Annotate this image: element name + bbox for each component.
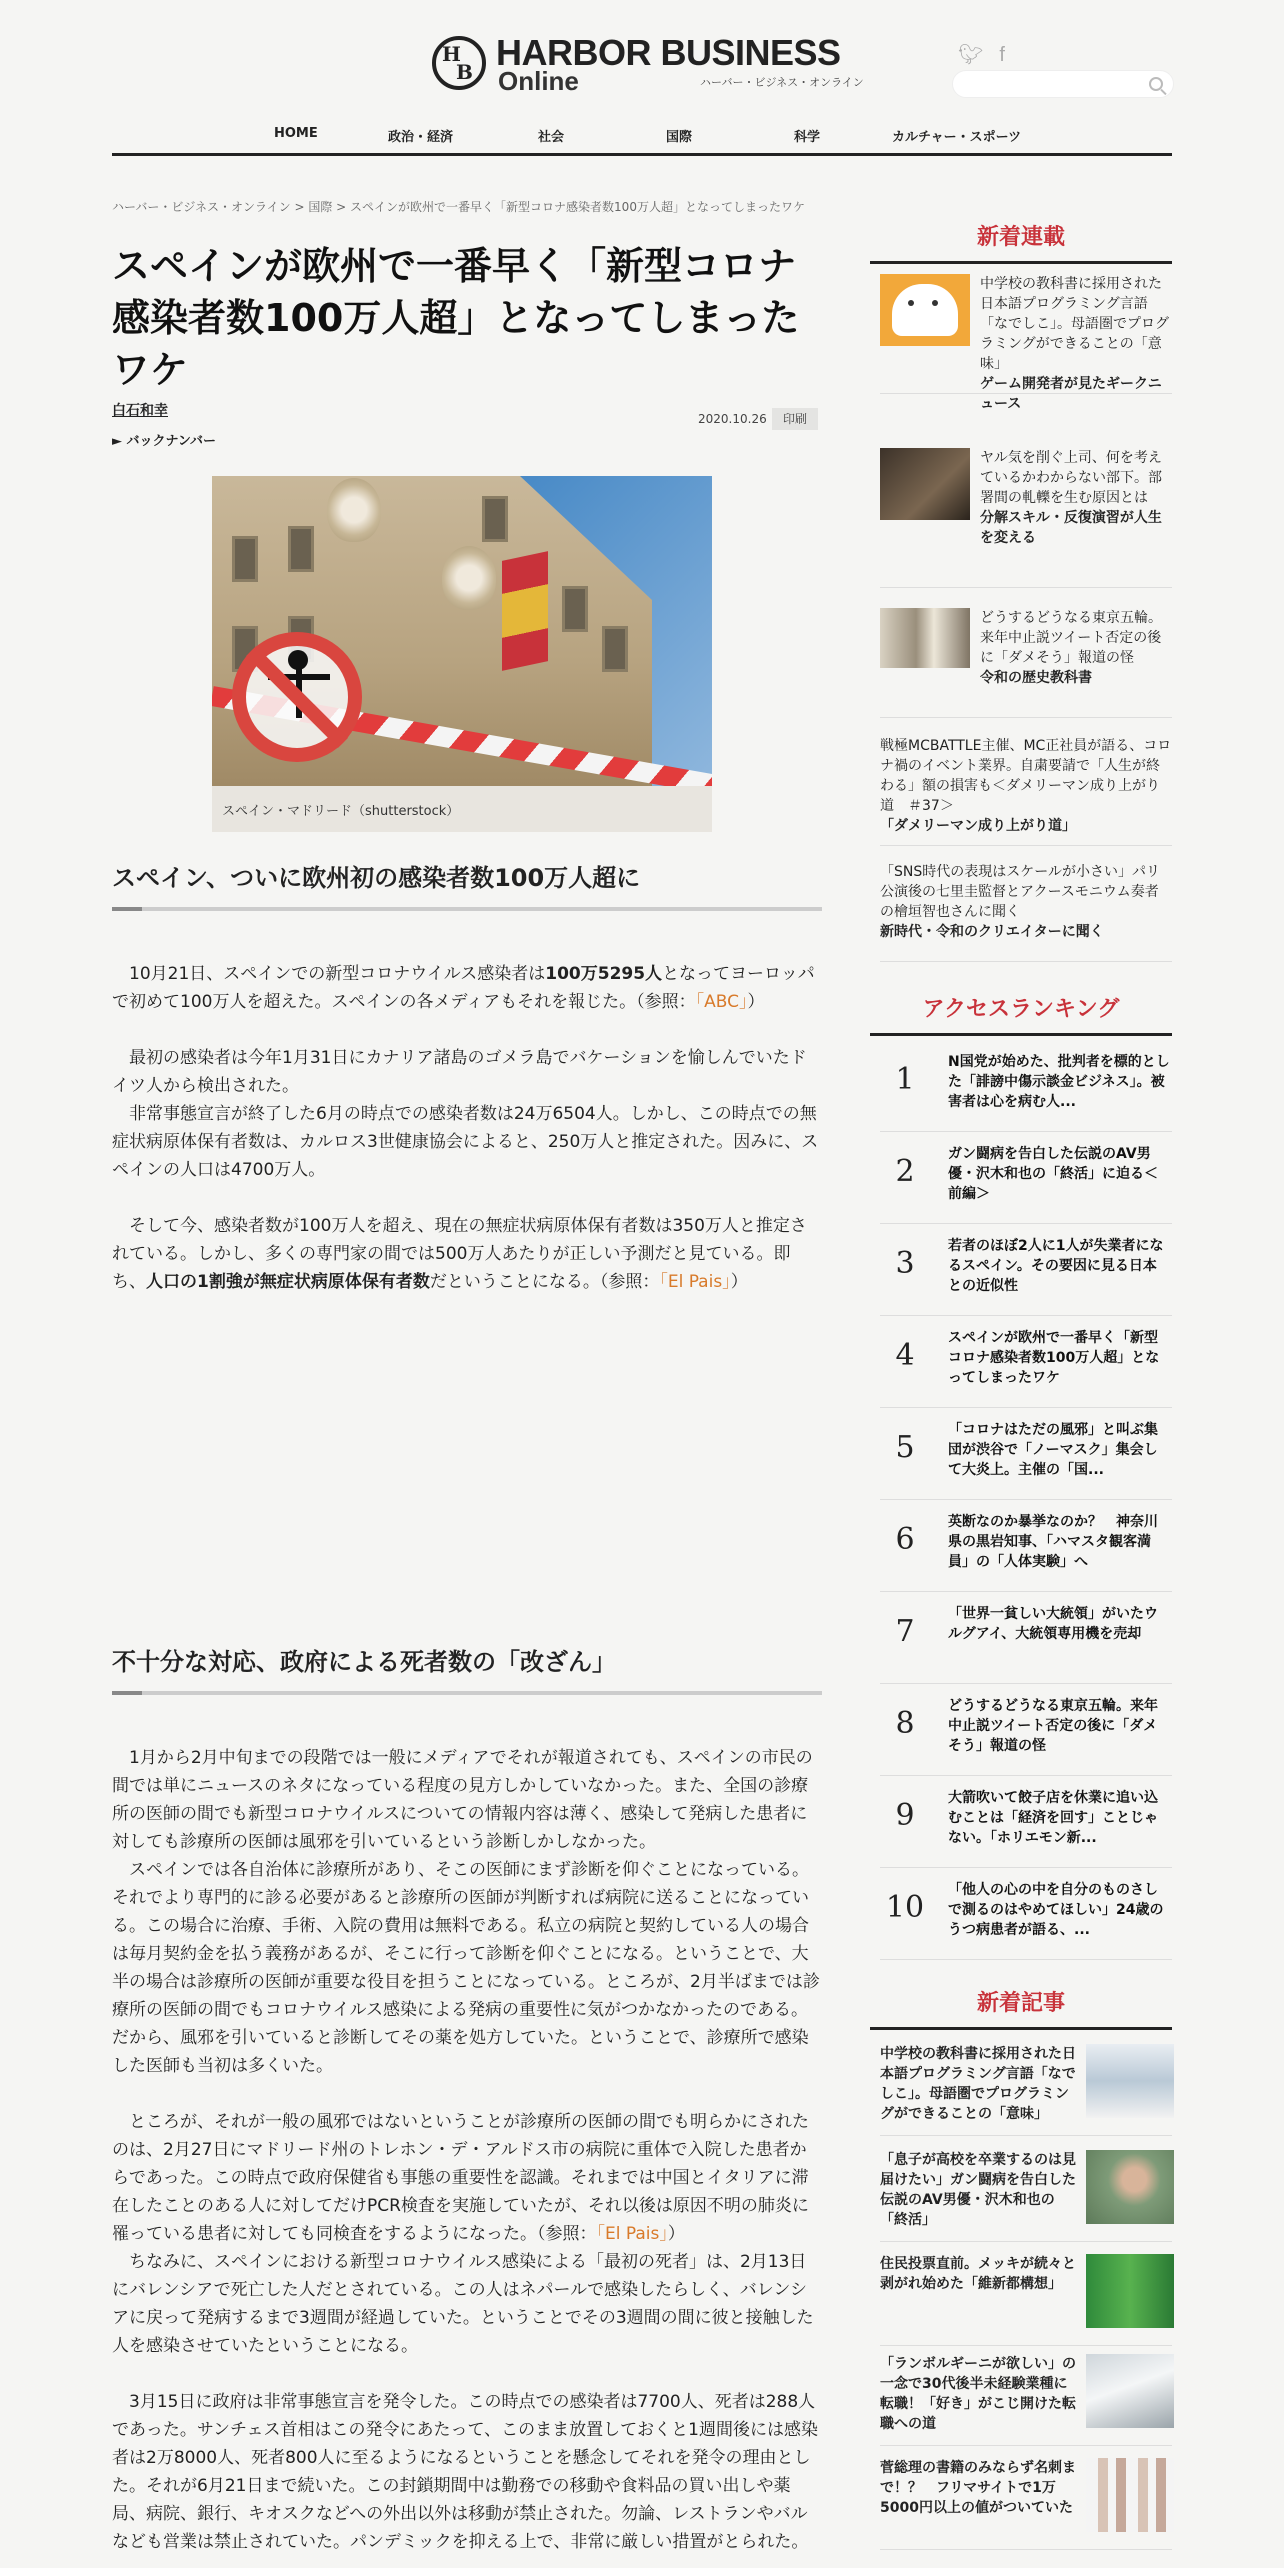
no-entry-sign-icon — [232, 632, 362, 762]
paragraph: 非常事態宣言が終了した6月の時点での感染者数は24万6504人。しかし、この時点での無症状病原体保有者数は、カルロス3世健康協会によると、250万人と推定された。因みに、スペインの人口は4700万人。 — [112, 1104, 819, 1180]
spain-flag — [502, 551, 548, 671]
serial-item[interactable]: 中学校の教科書に採用された日本語プログラミング言語「なでしこ」。母語圏でプログラミングができることの「意味」 ゲーム開発者が見たギークニュース — [880, 274, 1172, 394]
new-article-item[interactable]: 「息子が高校を卒業するのは見届けたい」ガン闘病を告白した伝説のAV男優・沢木和也の「終活」 — [880, 2146, 1172, 2242]
new-articles-heading: 新着記事 — [870, 1986, 1172, 2030]
new-article-thumb — [1086, 2354, 1174, 2428]
paragraph: スペインでは各自治体に診療所があり、そこの医師にまず診断を仰ぐことになっている。それでより専門的に診る必要があると診療所の医師が判断すれば病院に送ることになっている。この場合に治療、手術、入院の費用は無料である。私立の病院と契約している人の場合は毎月契約金を払う義務があるが、そこに行って診断を仰ぐことになる。ということで、大半の場合は診療所の医師が重要な役目を担うことになっている。ところが、2月半ばまでは診療所の医師の間でもコロナウイルス感染による発病の重要性に気がつかなかったのである。だから、風邪を引いていると診断してその薬を処方していた。ということで、診療所で感染した医師も当初は多くいた。 — [112, 1860, 820, 2076]
new-article-item[interactable]: 菅総理の書籍のみならず名刺まで！？ フリマサイトで1万5000円以上の値がついていた — [880, 2454, 1172, 2550]
new-article-thumb — [1086, 2044, 1174, 2118]
section-heading-1: スペイン、ついに欧州初の感染者数100万人超に — [112, 858, 822, 911]
serial-thumb — [880, 274, 970, 346]
logo-title: HARBOR BUSINESS — [496, 32, 841, 73]
paragraph: ちなみに、スペインにおける新型コロナウイルス感染による「最初の死者」は、2月13日にバレンシアで死亡した人だとされている。この人はネパールで感染したらしく、バレンシアに戻って発病するまで3週間が経過していた。ということでその3週間の間に彼と接触した人を感染させていたということになる。 — [112, 2252, 814, 2356]
main-nav — [112, 124, 1172, 156]
new-article-item[interactable]: 住民投票直前。メッキが続々と剥がれ始めた「維新都構想」 — [880, 2250, 1172, 2346]
serial-thumb — [880, 608, 970, 668]
new-article-item[interactable]: 中学校の教科書に採用された日本語プログラミング言語「なでしこ」。母語圏でプログラミングができることの「意味」 — [880, 2040, 1172, 2136]
nav-home[interactable]: HOME — [274, 126, 318, 141]
site-header — [0, 0, 1284, 160]
paragraph: 3月15日に政府は非常事態宣言を発令した。この時点での感染者は7700人、死者は288人であった。サンチェス首相はこの発令にあたって、このまま放置しておくと1週間後には感染者は2万8000人、死者800人に至るようになるということを懸念してそれを発令の理由とした。それが6月21日まで続いた。この封鎖期間中は勤務での移動や食料品の買い出しや薬局、病院、銀行、キオスクなどへの外出以外は移動が禁止された。勿論、レストランやバルなども営業は禁止されていた。パンデミックを抑える上で、非常に厳しい措置がとられた。 — [112, 2392, 818, 2552]
site-logo[interactable] — [432, 32, 864, 96]
new-article-item[interactable]: 「ランボルギーニが欲しい」の一念で30代後半未経験業種に転職！「好き」がこじ開けた転職への道 — [880, 2350, 1172, 2446]
facebook-icon[interactable]: f — [999, 44, 1005, 66]
ranking-item[interactable]: 3 若者のほぼ2人に1人が失業者になるスペイン。その要因に見る日本との近似性 — [880, 1224, 1172, 1316]
new-article-thumb — [1086, 2254, 1174, 2328]
source-link-elpais-2[interactable]: 「El Pais」 — [596, 2224, 668, 2244]
ranking-item[interactable]: 7 「世界一貧しい大統領」がいたウルグアイ、大統領専用機を売却 — [880, 1592, 1172, 1684]
backnumber-link[interactable]: ► バックナンバー — [112, 434, 216, 449]
serial-thumb — [880, 448, 970, 520]
madrid-building-image — [212, 476, 712, 786]
article-body-2: 1月から2月中旬までの段階では一般にメディアでそれが報道されても、スペインの市民の間では単にニュースのネタになっている程度の見方しかしていなかった。また、全国の診療所の医師の間でも新型コロナウイルスについての情報内容は薄く、感染して発病した患者に対しても診療所の医師は風邪を引いているという診断しかしなかった。 スペインでは各自治体に診療所があり、そこの医師にまず診断を仰ぐことになっている。それでより専門的に診る必要があると診療所の医師が判断すれば病院に送ることになっている。この場合に治療、手術、入院の費用は無料である。私立の病院と契約している人の場合は毎月契約金を払う義務があるが、そこに行って診断を仰ぐことになる。ということで、大半の場合は診療所の医師が重要な役目を担うことになっている。ところが、2月半ばまでは診療所の医師の間でもコロナウイルス感染による発病の重要性に気がつかなかったのである。だから、風邪を引いていると診断してその薬を処方していた。ということで、診療所で感染した医師も当初は多くいた。 ところが、それが一般の風邪ではないということが診療所の医師の間でも明らかにされたのは、2月27日にマドリード州のトレホン・デ・アルドス市の病院に重体で入院した患者からであった。この時点で政府保健省も事態の重要性を認識。それまでは中国とイタリアに滞在したことのある人に対してだけPCR検査を実施していたが、それ以後は原因不明の肺炎に罹っている患者に対しても同検査をするようになった。（参照：「El Pais」） ちなみに、スペインにおける新型コロナウイルス感染による「最初の死者」は、2月13日にバレンシアで死亡した人だとされている。この人はネパールで感染したらしく、バレンシアに戻って発病するまで3週間が経過していた。ということでその3週間の間に彼と接触した人を感染させていたということになる。 3月15日に政府は非常事態宣言を発令した。この時点での感染者は7700人、死者は288人であった。サンチェス首相はこの発令にあたって、このまま放置しておくと1週間後には感染者は2万8000人、死者800人に至るようになるということを懸念してそれを発令の理由とした。それが6月21日まで続いた。この封鎖期間中は勤務での移動や食料品の買い出しや薬局、病院、銀行、キオスクなどへの外出以外は移動が禁止された。勿論、レストランやバルなども営業は禁止されていた。パンデミックを抑える上で、非常に厳しい措置がとられた。 — [112, 1744, 822, 2556]
source-link-elpais[interactable]: 「El Pais」 — [659, 1272, 731, 1292]
ranking-item[interactable]: 9 大箭吹いて餃子店を休業に追い込むことは「経済を回す」ことじゃない。「ホリエモン新... — [880, 1776, 1172, 1868]
search-input[interactable] — [952, 70, 1174, 98]
serial-item[interactable]: ヤル気を削ぐ上司、何を考えているかわからない部下。部署間の軋轢を生む原因とは 分解スキル・反復演習が人生を変える — [880, 448, 1172, 588]
ranking-item[interactable]: 10 「他人の心の中を自分のものさしで測るのはやめてほしい」24歳のうつ病患者が語る、... — [880, 1868, 1172, 1960]
article-body-1: 10月21日、スペインでの新型コロナウイルス感染者は100万5295人となってヨーロッパで初めて100万人を超えた。スペインの各メディアもそれを報じた。（参照：「ABC」） 最初の感染者は今年1月31日にカナリア諸島のゴメラ島でバケーションを愉しんでいたドイツ人から検出された。 非常事態宣言が終了した6月の時点での感染者数は24万6504人。しかし、この時点での無症状病原体保有者数は、カルロス3世健康協会によると、250万人と推定された。因みに、スペインの人口は4700万人。 そして今、感染者数が100万人を超え、現在の無症状病原体保有者数は350万人と推定されている。しかし、多くの専門家の間では500万人あたりが正しい予測だと見ている。即ち、人口の1割強が無症状病原体保有者数だということになる。（参照：「El Pais」） — [112, 960, 822, 1296]
social-links — [958, 42, 1021, 67]
publish-date: 2020.10.26 — [698, 412, 767, 426]
section-heading-2: 不十分な対応、政府による死者数の「改ざん」 — [112, 1642, 822, 1695]
new-article-thumb — [1086, 2458, 1174, 2532]
source-link-abc[interactable]: 「ABC」 — [695, 992, 748, 1012]
article-photo — [212, 476, 712, 832]
nav-politics-economy[interactable]: 政治・経済 — [388, 130, 454, 145]
new-article-thumb — [1086, 2150, 1174, 2224]
serial-item[interactable]: 「SNS時代の表現はスケールが小さい」パリ公演後の七里圭監督とアクースモニウム奏者の檜垣智也さんに聞く 新時代・令和のクリエイターに聞く — [880, 862, 1172, 962]
ranking-heading: アクセスランキング — [870, 992, 1172, 1036]
ranking-item[interactable]: 8 どうするどうなる東京五輪。来年中止説ツイート否定の後に「ダメそう」報道の怪 — [880, 1684, 1172, 1776]
serial-item[interactable]: どうするどうなる東京五輪。来年中止説ツイート否定の後に「ダメそう」報道の怪 令和の歴史教科書 — [880, 608, 1172, 718]
paragraph: 1月から2月中旬までの段階では一般にメディアでそれが報道されても、スペインの市民の間では単にニュースのネタになっている程度の見方しかしていなかった。また、全国の診療所の医師の間でも新型コロナウイルスについての情報内容は薄く、感染して発病した患者に対しても診療所の医師は風邪を引いているという診断しかしなかった。 — [112, 1748, 813, 1852]
logo-mark-icon — [432, 36, 486, 90]
nav-international[interactable]: 国際 — [666, 130, 693, 145]
logo-kana: ハーバー・ビジネス・オンライン — [700, 76, 864, 89]
author-link[interactable]: 白石和幸 — [112, 403, 168, 419]
breadcrumb[interactable]: ハーバー・ビジネス・オンライン > 国際 > スペインが欧州で一番早く「新型コロナ感染者数100万人超」となってしまったワケ — [112, 200, 805, 214]
search-icon[interactable] — [1149, 77, 1163, 91]
paragraph: 最初の感染者は今年1月31日にカナリア諸島のゴメラ島でバケーションを愉しんでいたドイツ人から検出された。 — [112, 1048, 807, 1096]
print-button[interactable]: 印刷 — [772, 408, 818, 430]
ranking-item[interactable]: 1 N国党が始めた、批判者を標的とした「誹謗中傷示談金ビジネス」。被害者は心を病む人... — [880, 1040, 1172, 1132]
article-title: スペインが欧州で一番早く「新型コロナ感染者数100万人超」となってしまったワケ — [112, 244, 800, 392]
serial-item[interactable]: 戦極MCBATTLE主催、MC正社員が語る、コロナ禍のイベント業界。自粛要請で「人生が終わる」額の損害も＜ダメリーマン成り上がり道 ＃37＞ 「ダメリーマン成り上がり道」 — [880, 736, 1172, 846]
photo-caption: スペイン・マドリード（shutterstock） — [222, 804, 460, 819]
twitter-icon[interactable]: 🐦︎ — [958, 44, 984, 66]
nav-culture-sports[interactable]: カルチャー・スポーツ — [892, 130, 1022, 145]
logo-subtitle: Online — [498, 66, 579, 96]
ranking-item[interactable]: 4 スペインが欧州で一番早く「新型コロナ感染者数100万人超」となってしまったワケ — [880, 1316, 1172, 1408]
ranking-item[interactable]: 5 「コロナはただの風邪」と叫ぶ集団が渋谷で「ノーマスク」集会して大炎上。主催の「国... — [880, 1408, 1172, 1500]
serial-heading: 新着連載 — [870, 220, 1172, 264]
nav-society[interactable]: 社会 — [538, 130, 565, 145]
ranking-item[interactable]: 6 英断なのか暴挙なのか？ 神奈川県の黒岩知事、「ハマスタ観客満員」の「人体実験」へ — [880, 1500, 1172, 1592]
nav-science[interactable]: 科学 — [794, 130, 821, 145]
ranking-item[interactable]: 2 ガン闘病を告白した伝説のAV男優・沢木和也の「終活」に迫る＜前編＞ — [880, 1132, 1172, 1224]
